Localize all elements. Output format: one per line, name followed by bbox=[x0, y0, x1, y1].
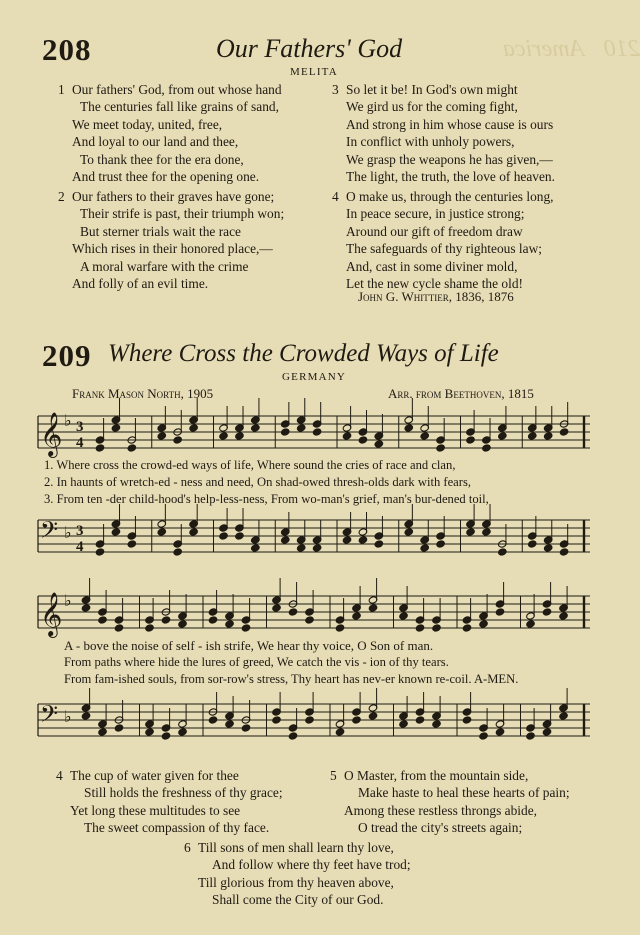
note-head bbox=[374, 540, 384, 548]
stanza-line: And folly of an evil time. bbox=[72, 276, 209, 292]
hymn-208-title: Our Fathers' God bbox=[216, 34, 403, 63]
note-head bbox=[542, 728, 552, 736]
note-head bbox=[543, 432, 553, 440]
system-2-bass-staff bbox=[34, 698, 594, 742]
note-head bbox=[415, 716, 425, 724]
flat-key-signature-icon: ♭ bbox=[64, 411, 72, 430]
note-head bbox=[189, 528, 199, 536]
stanza-line: Our fathers' God, from out whose hand bbox=[72, 82, 282, 97]
bleed-through-text bbox=[503, 36, 640, 63]
bass-clef-icon: 𝄢 bbox=[40, 516, 59, 549]
note-head bbox=[241, 624, 251, 632]
note-head bbox=[399, 720, 409, 728]
stanza-number: 4 bbox=[332, 189, 339, 204]
note-head bbox=[305, 716, 315, 724]
stanza-number: 1 bbox=[58, 82, 65, 97]
note-head bbox=[462, 716, 472, 724]
stanza-line: O tread the city's streets again; bbox=[358, 820, 523, 836]
note-head bbox=[241, 724, 251, 732]
note-head bbox=[368, 604, 378, 612]
stanza-line: Till glorious from thy heaven above, bbox=[198, 874, 394, 890]
note-head bbox=[98, 616, 108, 624]
note-head bbox=[368, 712, 378, 720]
stanza-line: The cup of water given for thee bbox=[70, 768, 239, 783]
note-head bbox=[399, 612, 409, 620]
note-head bbox=[208, 716, 218, 724]
stanza-line: Still holds the freshness of thy grace; bbox=[84, 785, 283, 801]
stanza-line: We grasp the weapons he has given,— bbox=[346, 151, 553, 167]
flat-key-signature-icon: ♭ bbox=[64, 591, 72, 610]
stanza-number: 3 bbox=[332, 82, 339, 97]
note-head bbox=[296, 424, 306, 432]
stanza-line: The safeguards of thy righteous law; bbox=[346, 241, 542, 257]
note-head bbox=[111, 528, 121, 536]
stanza-number: 6 bbox=[184, 840, 191, 855]
note-head bbox=[95, 548, 105, 556]
stanza-line: So let it be! In God's own might bbox=[346, 82, 518, 97]
note-head bbox=[225, 620, 235, 628]
hymn-208-stanza-2 bbox=[58, 188, 285, 292]
stanza-line: A moral warfare with the crime bbox=[80, 258, 249, 274]
note-head bbox=[95, 444, 105, 452]
hymn-208-stanza-4 bbox=[332, 188, 554, 292]
hymn-209-stanza-4 bbox=[56, 767, 283, 837]
stanza-line: We meet today, united, free, bbox=[72, 116, 223, 132]
time-signature-bottom: 4 bbox=[76, 435, 84, 451]
note-head bbox=[178, 620, 188, 628]
note-head bbox=[342, 432, 352, 440]
system-1-lyric-line-1: 1. Where cross the crowd-ed ways of life, Where sound the cries of race and clan, bbox=[44, 458, 456, 472]
stanza-line: Let the new cycle shame the old! bbox=[346, 276, 523, 292]
stanza-line: And strong in him whose cause is ours bbox=[346, 116, 554, 132]
hymn-208-stanza-1 bbox=[58, 81, 282, 185]
note-head bbox=[157, 432, 167, 440]
note-head bbox=[404, 528, 414, 536]
note-head bbox=[296, 544, 306, 552]
note-head bbox=[559, 612, 569, 620]
note-head bbox=[352, 612, 362, 620]
stanza-line: And, cast in some diviner mold, bbox=[346, 258, 518, 274]
note-head bbox=[272, 716, 282, 724]
note-head bbox=[272, 604, 282, 612]
treble-clef-icon: 𝄞 bbox=[40, 412, 63, 456]
stanza-line: In conflict with unholy powers, bbox=[346, 134, 515, 150]
flat-key-signature-icon: ♭ bbox=[64, 523, 72, 542]
note-head bbox=[145, 624, 155, 632]
note-head bbox=[251, 544, 261, 552]
stanza-line: O Master, from the mountain side, bbox=[344, 768, 529, 783]
hymn-208-tune: MELITA bbox=[290, 66, 338, 78]
stanza-line: The centuries fall like grains of sand, bbox=[80, 99, 279, 115]
note-head bbox=[219, 432, 229, 440]
system-1-lyric-line-2: 2. In haunts of wretch-ed - ness and need, On shad-owed thresh-olds dark with fears, bbox=[44, 475, 472, 489]
note-head bbox=[208, 616, 218, 624]
note-head bbox=[98, 728, 108, 736]
stanza-line: We gird us for the coming fight, bbox=[346, 99, 518, 115]
note-head bbox=[173, 548, 183, 556]
hymn-209-tune: GERMANY bbox=[282, 371, 347, 383]
note-head bbox=[189, 424, 199, 432]
treble-clef-icon: 𝄞 bbox=[40, 592, 63, 636]
stanza-line: But sterner trials wait the race bbox=[80, 223, 241, 239]
time-signature-top: 3 bbox=[76, 523, 84, 539]
note-head bbox=[173, 436, 183, 444]
flat-key-signature-icon: ♭ bbox=[64, 707, 72, 726]
note-head bbox=[312, 544, 322, 552]
note-head bbox=[495, 608, 505, 616]
time-signature-bottom: 4 bbox=[76, 539, 84, 555]
ghost-title: America bbox=[502, 36, 584, 62]
note-head bbox=[111, 424, 121, 432]
stanza-line: And trust thee for the opening one. bbox=[72, 169, 260, 185]
system-1-treble-staff bbox=[34, 410, 594, 454]
note-head bbox=[436, 540, 446, 548]
note-head bbox=[161, 616, 171, 624]
system-2-lyric-line-2: From paths where hide the lures of greed, We catch the vis - ion of thy tears. bbox=[64, 655, 449, 669]
stanza-line: Shall come the City of our God. bbox=[212, 892, 384, 908]
hymn-209-stanza-6 bbox=[184, 839, 411, 909]
system-1-bass-staff bbox=[34, 514, 594, 558]
note-head bbox=[288, 608, 298, 616]
stanza-line: Around our gift of freedom draw bbox=[346, 223, 523, 239]
stanza-line: In peace secure, in justice strong; bbox=[346, 206, 525, 222]
note-head bbox=[526, 732, 536, 740]
note-head bbox=[335, 728, 345, 736]
words-credit: Frank Mason North, 1905 bbox=[72, 386, 214, 401]
music-credit: Arr. from Beethoven, 1815 bbox=[388, 386, 534, 401]
note-head bbox=[527, 432, 537, 440]
note-head bbox=[498, 548, 508, 556]
hymn-209-number: 209 bbox=[42, 338, 92, 373]
note-head bbox=[466, 528, 476, 536]
note-head bbox=[225, 720, 235, 728]
note-head bbox=[559, 712, 569, 720]
bass-clef-icon: 𝄢 bbox=[40, 700, 59, 733]
note-head bbox=[543, 544, 553, 552]
note-head bbox=[482, 528, 492, 536]
note-head bbox=[161, 732, 171, 740]
stanza-line: Yet long these multitudes to see bbox=[70, 802, 241, 818]
note-head bbox=[432, 624, 442, 632]
note-head bbox=[145, 728, 155, 736]
system-2-lyric-line-3: From fam-ished souls, from sor-row's stress, Thy heart has nev-er known re-coil. A-MEN. bbox=[64, 672, 519, 686]
note-head bbox=[542, 608, 552, 616]
system-2-lyric-line-1: A - bove the noise of self - ish strife, We hear thy voice, O Son of man. bbox=[64, 638, 434, 653]
note-head bbox=[251, 424, 261, 432]
hymn-208-author: John G. Whittier, 1836, 1876 bbox=[358, 289, 514, 304]
stanza-line: The light, the truth, the love of heaven. bbox=[346, 169, 555, 185]
hymn-208-number: 208 bbox=[42, 32, 92, 67]
hymn-209-title: Where Cross the Crowded Ways of Life bbox=[108, 340, 499, 367]
note-head bbox=[219, 532, 229, 540]
note-head bbox=[312, 428, 322, 436]
note-head bbox=[178, 728, 188, 736]
note-head bbox=[358, 436, 368, 444]
stanza-line: Make haste to heal these hearts of pain; bbox=[358, 785, 570, 801]
note-head bbox=[482, 444, 492, 452]
stanza-line: The sweet compassion of thy face. bbox=[84, 820, 270, 836]
note-head bbox=[157, 528, 167, 536]
note-head bbox=[280, 428, 290, 436]
system-2-treble-staff bbox=[34, 590, 594, 634]
note-head bbox=[415, 624, 425, 632]
stanza-line: O make us, through the centuries long, bbox=[346, 189, 554, 204]
note-head bbox=[280, 536, 290, 544]
stanza-line: Which rises in their honored place,— bbox=[72, 241, 273, 257]
note-head bbox=[559, 548, 569, 556]
stanza-number: 2 bbox=[58, 189, 65, 204]
time-signature-top: 3 bbox=[76, 419, 84, 435]
note-head bbox=[527, 540, 537, 548]
note-head bbox=[374, 440, 384, 448]
stanza-line: And loyal to our land and thee, bbox=[72, 134, 239, 150]
note-head bbox=[127, 444, 137, 452]
note-head bbox=[466, 436, 476, 444]
stanza-line: And follow where thy feet have trod; bbox=[212, 857, 411, 873]
stanza-line: Their strife is past, their triumph won; bbox=[80, 206, 285, 222]
note-head bbox=[288, 732, 298, 740]
note-head bbox=[479, 620, 489, 628]
note-head bbox=[432, 720, 442, 728]
note-head bbox=[114, 724, 124, 732]
note-head bbox=[358, 536, 368, 544]
stanza-number: 4 bbox=[56, 768, 63, 783]
note-head bbox=[404, 424, 414, 432]
stanza-number: 5 bbox=[330, 768, 337, 783]
note-head bbox=[495, 728, 505, 736]
note-head bbox=[462, 624, 472, 632]
note-head bbox=[114, 624, 124, 632]
note-head bbox=[235, 532, 245, 540]
note-head bbox=[420, 544, 430, 552]
note-head bbox=[559, 428, 569, 436]
note-head bbox=[420, 432, 430, 440]
system-1-lyric-line-3: 3. From ten -der child-hood's help-less-ness, From wo-man's grief, man's bur-dened toil, bbox=[44, 492, 489, 506]
stanza-line: To thank thee for the era done, bbox=[80, 151, 244, 167]
note-head bbox=[479, 732, 489, 740]
note-head bbox=[335, 624, 345, 632]
stanza-line: Our fathers to their graves have gone; bbox=[72, 189, 275, 204]
hymn-208-stanza-3 bbox=[332, 81, 555, 185]
stanza-line: Till sons of men shall learn thy love, bbox=[198, 840, 394, 855]
hymn-209-stanza-5 bbox=[330, 767, 570, 837]
note-head bbox=[305, 616, 315, 624]
note-head bbox=[436, 444, 446, 452]
ghost-number: 210 bbox=[604, 36, 640, 62]
note-head bbox=[342, 536, 352, 544]
note-head bbox=[498, 432, 508, 440]
note-head bbox=[127, 540, 137, 548]
note-head bbox=[235, 432, 245, 440]
note-head bbox=[352, 716, 362, 724]
stanza-line: Among these restless throngs abide, bbox=[344, 802, 538, 818]
note-head bbox=[526, 620, 536, 628]
note-head bbox=[81, 604, 91, 612]
note-head bbox=[81, 712, 91, 720]
